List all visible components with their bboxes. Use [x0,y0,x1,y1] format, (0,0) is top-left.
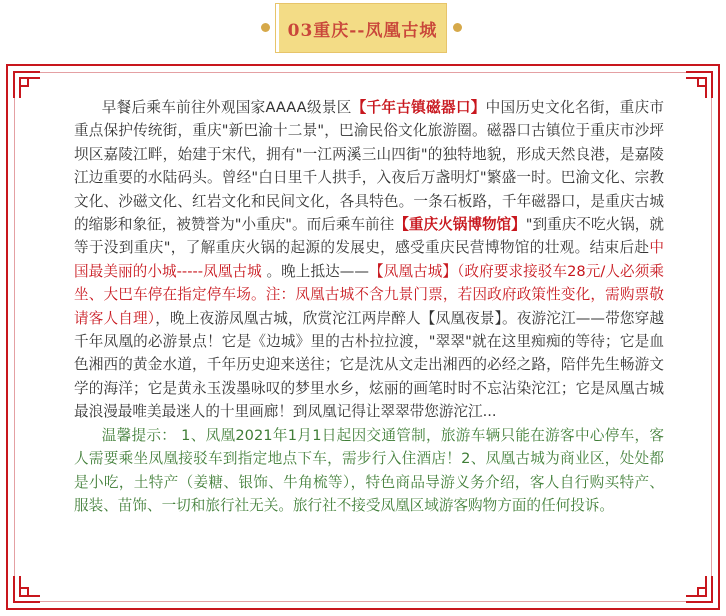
title-dot-left [261,23,270,32]
highlight-policy-note: 【凤凰古城】（政府要求接驳车28元/人必须乘坐、大巴车停在指定停车场。注：凤凰古城不含九景门票，若因政府政策性变化，需购票敬请客人自理） [74,262,664,327]
itinerary-content [74,96,664,517]
highlight-fenghuang: 中国最美丽的小城-----凤凰古城 [74,239,664,280]
corner-ornament-icon [10,566,50,606]
title-text: 03重庆--凤凰古城 [287,20,438,41]
corner-ornament-icon [676,68,716,108]
highlight-hotpot-museum: 【重庆火锅博物馆】 [394,216,526,234]
corner-ornament-icon [10,68,50,108]
itinerary-paragraph [74,96,664,424]
text-segment: 。晚上抵达—— [261,262,369,280]
title-dot-right [453,23,462,32]
text-segment: 中国历史文化名街，重庆市重点保护传统街，重庆"新巴渝十二景"，巴渝民俗文化旅游圈。磁器口古镇位于重庆市沙坪坝区嘉陵江畔，始建于宋代，拥有"一江两溪三山四街"的独特地貌，形成天然良港，是嘉陵江边重要的水陆码头。曾经"白日里千人拱手，入夜后万盏明灯"繁盛一时。巴渝文化、宗教文化、沙磁文化、红岩文化和民间文化，各具特色。一条石板路，千年磁器口，是重庆古城的缩影和象征，被赞誉为"小重庆"。而后乘车前往 [74,99,664,234]
corner-ornament-icon [676,566,716,606]
text-segment: ，晚上夜游凤凰古城，欣赏沱江两岸醉人【凤凰夜景】。夜游沱江——带您穿越千年凤凰的必游景点！它是《边城》里的古朴拉拉渡，"翠翠"就在这里痴痴的等待；它是血色湘西的黄金水道，千年历史迎来送往；它是沈从文走出湘西的必经之路，陪伴先生畅游文学的海洋；它是黄永玉泼墨咏叹的梦里水乡，炫丽的画笔时时不忘沾染沱江；它是凤凰古城最浪漫最唯美最迷人的十里画廊！到凤凰记得让翠翠带您游沱江... [74,309,665,421]
text-segment: 早餐后乘车前往外观国家AAAA级景区 [101,99,352,116]
highlight-ciqikou: 【千年古镇磁器口】 [351,99,486,116]
warm-notice: 温馨提示： 1、凤凰2021年1月1日起因交通管制，旅游车辆只能在游客中心停车，客人需要乘坐凤凰接驳车到指定地点下车，需步行入住酒店！2、凤凰古城为商业区，处处都是小吃，土特产（姜糖、银饰、牛角梳等），特色商品导游义务介绍，客人自行购买特产、服装、苗饰、一切和旅行社无关。旅行社不接受凤凰区域游客购物方面的任何投诉。 [74,426,664,514]
section-title [261,4,462,52]
text-segment: "到重庆不吃火锅，就等于没到重庆"，了解重庆火锅的起源的发展史，感受重庆民营博物馆的壮观。结束后赴 [74,216,664,257]
title-badge [276,4,446,52]
